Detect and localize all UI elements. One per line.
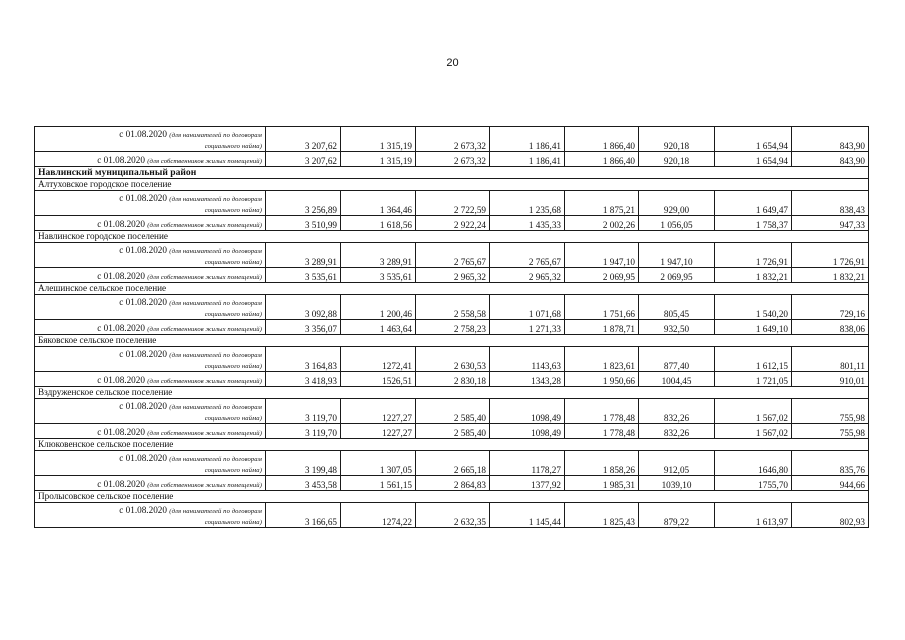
tariff-value: 2 585,40 [416, 424, 490, 439]
settlement-header-row [35, 283, 869, 295]
effective-date: с 01.08.2020 [97, 271, 145, 281]
tariff-value: 1 726,91 [715, 243, 792, 268]
tariff-value: 2 069,95 [639, 268, 715, 283]
effective-date: с 01.08.2020 [119, 453, 167, 463]
tenant-tariff-row [35, 127, 869, 152]
category-note-cont: социального найма) [204, 311, 262, 318]
category-note: (для нанимателей по договорам [169, 404, 262, 411]
effective-date: с 01.08.2020 [97, 427, 145, 437]
effective-date: с 01.08.2020 [97, 375, 145, 385]
category-note-cont: социального найма) [204, 207, 262, 214]
tariff-value: 3 207,62 [266, 152, 341, 167]
category-note: (для нанимателей по договорам [169, 508, 262, 515]
tenant-tariff-row [35, 451, 869, 476]
tariff-value: 2 002,26 [565, 216, 639, 231]
tariff-value: 3 356,07 [266, 320, 341, 335]
category-note-cont: социального найма) [204, 415, 262, 422]
category-note: (для собственников жилых помещений) [147, 158, 262, 165]
row-label [35, 152, 266, 167]
tariff-value: 1 858,26 [565, 451, 639, 476]
tariff-value: 3 453,58 [266, 476, 341, 491]
tariff-value: 1098,49 [490, 424, 565, 439]
settlement-name: Навлинское городское поселение [35, 231, 869, 243]
category-note-cont: социального найма) [204, 363, 262, 370]
tariff-value: 3 166,65 [266, 503, 341, 528]
tariff-value: 1 778,48 [565, 424, 639, 439]
tariff-value: 3 207,62 [266, 127, 341, 152]
row-label [35, 320, 266, 335]
row-label [35, 503, 266, 528]
settlement-header-row [35, 387, 869, 399]
settlement-header-row [35, 491, 869, 503]
tariff-value: 3 510,99 [266, 216, 341, 231]
tariff-value: 2 965,32 [490, 268, 565, 283]
tariff-value: 1274,22 [341, 503, 416, 528]
tariff-value: 1 056,05 [639, 216, 715, 231]
tariff-value: 2 722,59 [416, 191, 490, 216]
tenant-tariff-row [35, 347, 869, 372]
tariff-value: 3 164,83 [266, 347, 341, 372]
district-name: Навлинский муниципальный район [35, 167, 869, 179]
tariff-value: 2 922,24 [416, 216, 490, 231]
tariff-value: 2 830,18 [416, 372, 490, 387]
settlement-header-row [35, 335, 869, 347]
tenant-tariff-row [35, 243, 869, 268]
label-line-1 [38, 130, 262, 140]
tenant-tariff-row [35, 191, 869, 216]
category-note: (для собственников жилых помещений) [147, 274, 262, 281]
category-note: (для собственников жилых помещений) [147, 222, 262, 229]
effective-date: с 01.08.2020 [97, 155, 145, 165]
category-note: (для нанимателей по договорам [169, 248, 262, 255]
tariff-value: 1 654,94 [715, 127, 792, 152]
tariff-value: 838,43 [792, 191, 869, 216]
tariff-value: 1 540,20 [715, 295, 792, 320]
tariff-value: 755,98 [792, 399, 869, 424]
tariff-value: 2 585,40 [416, 399, 490, 424]
tariff-value: 1004,45 [639, 372, 715, 387]
tariff-value: 1227,27 [341, 399, 416, 424]
tariff-value: 805,45 [639, 295, 715, 320]
row-label [35, 372, 266, 387]
district-header-row [35, 167, 869, 179]
tariff-value: 2 630,53 [416, 347, 490, 372]
tariff-value: 1 235,68 [490, 191, 565, 216]
tariff-value: 944,66 [792, 476, 869, 491]
tariff-value: 3 289,91 [341, 243, 416, 268]
row-label [35, 451, 266, 476]
tariff-value: 932,50 [639, 320, 715, 335]
tariff-value: 1 145,44 [490, 503, 565, 528]
row-label [35, 399, 266, 424]
tariff-value: 1 435,33 [490, 216, 565, 231]
tariff-value: 912,05 [639, 451, 715, 476]
tariff-value: 1 561,15 [341, 476, 416, 491]
tariff-value: 2 558,58 [416, 295, 490, 320]
tariff-value: 1 186,41 [490, 127, 565, 152]
category-note: (для собственников жилых помещений) [147, 326, 262, 333]
tariff-value: 877,40 [639, 347, 715, 372]
category-note-cont: социального найма) [204, 467, 262, 474]
tariff-value: 1 778,48 [565, 399, 639, 424]
tariff-value: 1343,28 [490, 372, 565, 387]
category-note-cont: социального найма) [204, 259, 262, 266]
tariff-value: 1646,80 [715, 451, 792, 476]
tariff-value: 1 364,46 [341, 191, 416, 216]
settlement-name: Вздруженское сельское поселение [35, 387, 869, 399]
effective-date: с 01.08.2020 [119, 297, 167, 307]
tariff-value: 1 315,19 [341, 127, 416, 152]
effective-date: с 01.08.2020 [119, 349, 167, 359]
row-label [35, 127, 266, 152]
effective-date: с 01.08.2020 [119, 401, 167, 411]
tariff-value: 1526,51 [341, 372, 416, 387]
owner-tariff-row [35, 152, 869, 167]
tariff-value: 1 463,64 [341, 320, 416, 335]
owner-tariff-row [35, 476, 869, 491]
tariff-value: 1 649,47 [715, 191, 792, 216]
tariff-value: 1143,63 [490, 347, 565, 372]
tariff-value: 1 307,05 [341, 451, 416, 476]
tariff-value: 3 092,88 [266, 295, 341, 320]
tariff-value: 729,16 [792, 295, 869, 320]
tariff-value: 3 535,61 [266, 268, 341, 283]
label-line-1 [38, 246, 262, 256]
owner-tariff-row [35, 216, 869, 231]
tariff-value: 2 965,32 [416, 268, 490, 283]
tariff-value: 1227,27 [341, 424, 416, 439]
tariff-value: 1 866,40 [565, 152, 639, 167]
effective-date: с 01.08.2020 [119, 193, 167, 203]
tariff-value: 879,22 [639, 503, 715, 528]
tariff-value: 2 673,32 [416, 127, 490, 152]
effective-date: с 01.08.2020 [119, 129, 167, 139]
category-note: (для нанимателей по договорам [169, 456, 262, 463]
tariff-value: 947,33 [792, 216, 869, 231]
tariff-value: 832,26 [639, 424, 715, 439]
tariff-value: 2 069,95 [565, 268, 639, 283]
tariff-value: 1 950,66 [565, 372, 639, 387]
tariff-value: 1178,27 [490, 451, 565, 476]
tariff-value: 3 256,89 [266, 191, 341, 216]
tariff-value: 835,76 [792, 451, 869, 476]
category-note: (для собственников жилых помещений) [147, 430, 262, 437]
label-line-1 [38, 298, 262, 308]
tariff-value: 910,01 [792, 372, 869, 387]
tariff-value: 1 721,05 [715, 372, 792, 387]
owner-tariff-row [35, 424, 869, 439]
tariff-value: 1 947,10 [565, 243, 639, 268]
settlement-header-row [35, 179, 869, 191]
tariff-value: 2 673,32 [416, 152, 490, 167]
tariff-value: 1 315,19 [341, 152, 416, 167]
category-note-cont: социального найма) [204, 143, 262, 150]
row-label [35, 424, 266, 439]
tariff-value: 1 832,21 [792, 268, 869, 283]
tariff-value: 1272,41 [341, 347, 416, 372]
tariff-value: 2 864,83 [416, 476, 490, 491]
tariff-value: 920,18 [639, 152, 715, 167]
settlement-name: Клюковенское сельское поселение [35, 439, 869, 451]
tariff-value: 3 119,70 [266, 424, 341, 439]
label-line-1 [38, 402, 262, 412]
category-note: (для нанимателей по договорам [169, 300, 262, 307]
tariff-value: 2 665,18 [416, 451, 490, 476]
owner-tariff-row [35, 320, 869, 335]
tenant-tariff-row [35, 399, 869, 424]
label-line-1 [38, 506, 262, 516]
owner-tariff-row [35, 372, 869, 387]
tariff-value: 1 567,02 [715, 399, 792, 424]
tariff-value: 755,98 [792, 424, 869, 439]
page-number: 20 [446, 57, 459, 69]
tariff-value: 1 567,02 [715, 424, 792, 439]
category-note: (для нанимателей по договорам [169, 352, 262, 359]
tariff-value: 843,90 [792, 152, 869, 167]
tariff-value: 2 632,35 [416, 503, 490, 528]
tariff-value: 1 825,43 [565, 503, 639, 528]
tariff-value: 1 832,21 [715, 268, 792, 283]
tariff-value: 1 947,10 [639, 243, 715, 268]
tariff-value: 3 289,91 [266, 243, 341, 268]
tenant-tariff-row [35, 503, 869, 528]
label-line-1 [38, 350, 262, 360]
owner-tariff-row [35, 268, 869, 283]
tariff-value: 1 612,15 [715, 347, 792, 372]
tariff-value: 2 758,23 [416, 320, 490, 335]
settlement-name: Бяковское сельское поселение [35, 335, 869, 347]
category-note: (для нанимателей по договорам [169, 132, 262, 139]
row-label [35, 476, 266, 491]
tariff-value: 838,06 [792, 320, 869, 335]
tariff-value: 1 200,46 [341, 295, 416, 320]
row-label [35, 347, 266, 372]
row-label [35, 191, 266, 216]
tariff-value: 801,11 [792, 347, 869, 372]
tariff-value: 1 758,37 [715, 216, 792, 231]
label-line-1 [38, 194, 262, 204]
tariff-value: 1 823,61 [565, 347, 639, 372]
tariff-value: 1 649,10 [715, 320, 792, 335]
row-label [35, 243, 266, 268]
effective-date: с 01.08.2020 [97, 479, 145, 489]
settlement-header-row [35, 439, 869, 451]
effective-date: с 01.08.2020 [119, 245, 167, 255]
tariff-value: 2 765,67 [490, 243, 565, 268]
tariff-value: 1 654,94 [715, 152, 792, 167]
label-line-1 [38, 454, 262, 464]
effective-date: с 01.08.2020 [119, 505, 167, 515]
tariff-value: 1 751,66 [565, 295, 639, 320]
category-note-cont: социального найма) [204, 519, 262, 526]
tariff-value: 1 186,41 [490, 152, 565, 167]
tariff-value: 1 985,31 [565, 476, 639, 491]
tariff-value: 1 613,97 [715, 503, 792, 528]
tariff-value: 3 535,61 [341, 268, 416, 283]
row-label [35, 216, 266, 231]
tariff-value: 1 726,91 [792, 243, 869, 268]
tariff-value: 1098,49 [490, 399, 565, 424]
category-note: (для нанимателей по договорам [169, 196, 262, 203]
settlement-name: Алтуховское городское поселение [35, 179, 869, 191]
tariff-value: 1 875,21 [565, 191, 639, 216]
tariff-table [34, 126, 869, 528]
tariff-value: 2 765,67 [416, 243, 490, 268]
row-label [35, 268, 266, 283]
category-note: (для собственников жилых помещений) [147, 378, 262, 385]
category-note: (для собственников жилых помещений) [147, 482, 262, 489]
tariff-value: 1 071,68 [490, 295, 565, 320]
tariff-value: 3 199,48 [266, 451, 341, 476]
tariff-value: 1 618,56 [341, 216, 416, 231]
tariff-value: 802,93 [792, 503, 869, 528]
effective-date: с 01.08.2020 [97, 323, 145, 333]
tariff-table-body [35, 127, 869, 528]
tariff-value: 3 418,93 [266, 372, 341, 387]
tariff-value: 1 866,40 [565, 127, 639, 152]
settlement-name: Алешинское сельское поселение [35, 283, 869, 295]
tariff-value: 1039,10 [639, 476, 715, 491]
tariff-value: 920,18 [639, 127, 715, 152]
tariff-value: 1 878,71 [565, 320, 639, 335]
effective-date: с 01.08.2020 [97, 219, 145, 229]
tariff-value: 832,26 [639, 399, 715, 424]
tariff-value: 1377,92 [490, 476, 565, 491]
tariff-value: 1 271,33 [490, 320, 565, 335]
tariff-value: 929,00 [639, 191, 715, 216]
tariff-value: 843,90 [792, 127, 869, 152]
tariff-value: 1755,70 [715, 476, 792, 491]
settlement-header-row [35, 231, 869, 243]
tariff-value: 3 119,70 [266, 399, 341, 424]
row-label [35, 295, 266, 320]
tenant-tariff-row [35, 295, 869, 320]
settlement-name: Пролысовское сельское поселение [35, 491, 869, 503]
